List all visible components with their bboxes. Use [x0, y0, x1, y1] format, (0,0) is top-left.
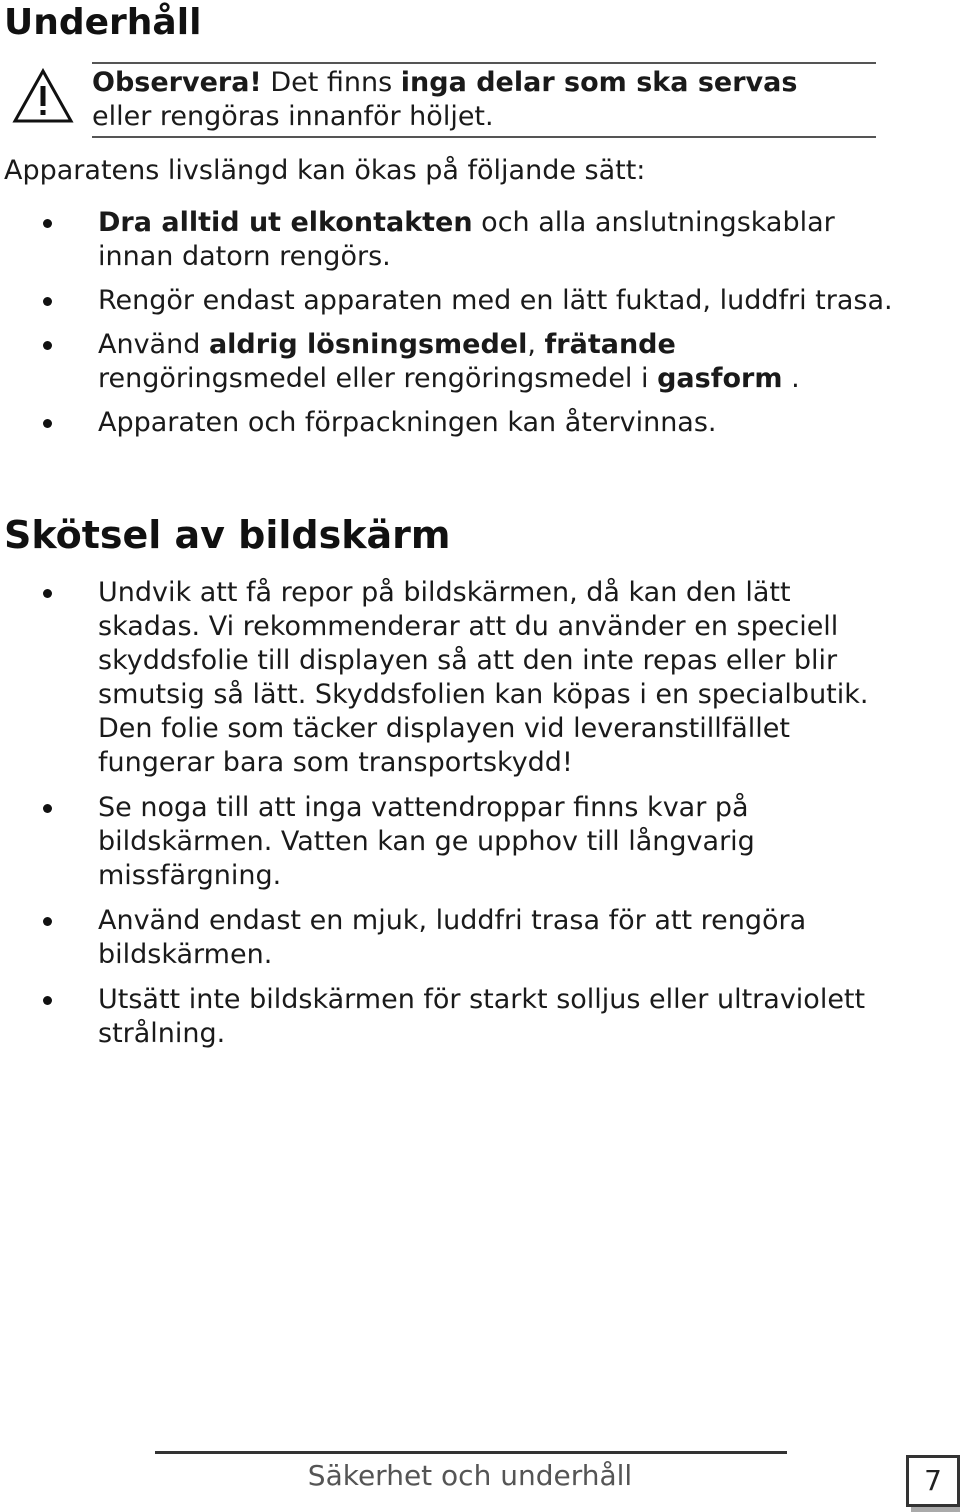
footer-title: Säkerhet och underhåll [307, 1459, 633, 1492]
notice-text [92, 66, 852, 134]
item-text: . [782, 363, 800, 394]
notice-text-part: Det finns [261, 67, 401, 98]
notice-label: Observera! [92, 67, 262, 98]
warning-notice [8, 62, 868, 138]
item-text: Utsätt inte bildskärmen för starkt solljus eller ultraviolett strålning. [98, 984, 866, 1049]
list-item [0, 983, 900, 1051]
list-item [0, 328, 900, 396]
bullet-icon [43, 219, 52, 228]
item-text: rengöringsmedel eller rengöringsmedel i [98, 363, 658, 394]
item-emphasis: Dra alltid ut elkontakten [98, 207, 473, 238]
footer-rule [155, 1451, 787, 1454]
list-item [0, 904, 900, 972]
bullet-icon [43, 341, 52, 350]
list-item [0, 206, 900, 274]
item-text: Apparaten och förpackningen kan återvinnas. [98, 407, 717, 438]
notice-top-rule [92, 62, 876, 64]
item-text: Använd endast en mjuk, luddfri trasa för att rengöra bildskärmen. [98, 905, 807, 970]
list-item [0, 284, 900, 318]
item-emphasis: frätande [544, 329, 676, 360]
item-text: Rengör endast apparaten med en lätt fuktad, luddfri trasa. [98, 285, 893, 316]
item-emphasis: aldrig lösningsmedel [208, 329, 528, 360]
page-number: 7 [906, 1455, 960, 1507]
item-text: , [527, 329, 545, 360]
item-text: och alla anslutningskablar innan datorn rengörs. [98, 207, 835, 272]
notice-text-part: eller rengöras innanför höljet. [92, 101, 494, 132]
maintenance-list [0, 206, 900, 450]
item-emphasis: gasform [657, 363, 783, 394]
warning-triangle-icon [12, 68, 74, 124]
list-item [0, 406, 900, 440]
bullet-icon [43, 297, 52, 306]
bullet-icon [43, 996, 52, 1005]
intro-paragraph: Apparatens livslängd kan ökas på följande sätt: [4, 155, 646, 186]
item-text: Använd [98, 329, 209, 360]
page-title: Underhåll [4, 2, 202, 43]
bullet-icon [43, 419, 52, 428]
item-text: Se noga till att inga vattendroppar finns kvar på bildskärmen. Vatten kan ge upphov till långvarig missfärgning. [98, 792, 755, 891]
bullet-icon [43, 589, 52, 598]
notice-emphasis: inga delar som ska servas [400, 67, 798, 98]
bullet-icon [43, 917, 52, 926]
bullet-icon [43, 804, 52, 813]
list-item [0, 576, 900, 780]
list-item [0, 791, 900, 893]
screen-care-list [0, 576, 900, 1062]
item-text: Undvik att få repor på bildskärmen, då kan den lätt skadas. Vi rekommenderar att du använder en speciell skyddsfolie till displayen så att den inte repas eller blir smutsig så lätt. Skyddsfolien kan köpas i en specialbutik. Den folie som täcker displayen vid leveranstillfället fungerar bara som transportskydd! [98, 577, 869, 778]
section-title: Skötsel av bildskärm [4, 513, 451, 557]
notice-bottom-rule [92, 136, 876, 138]
